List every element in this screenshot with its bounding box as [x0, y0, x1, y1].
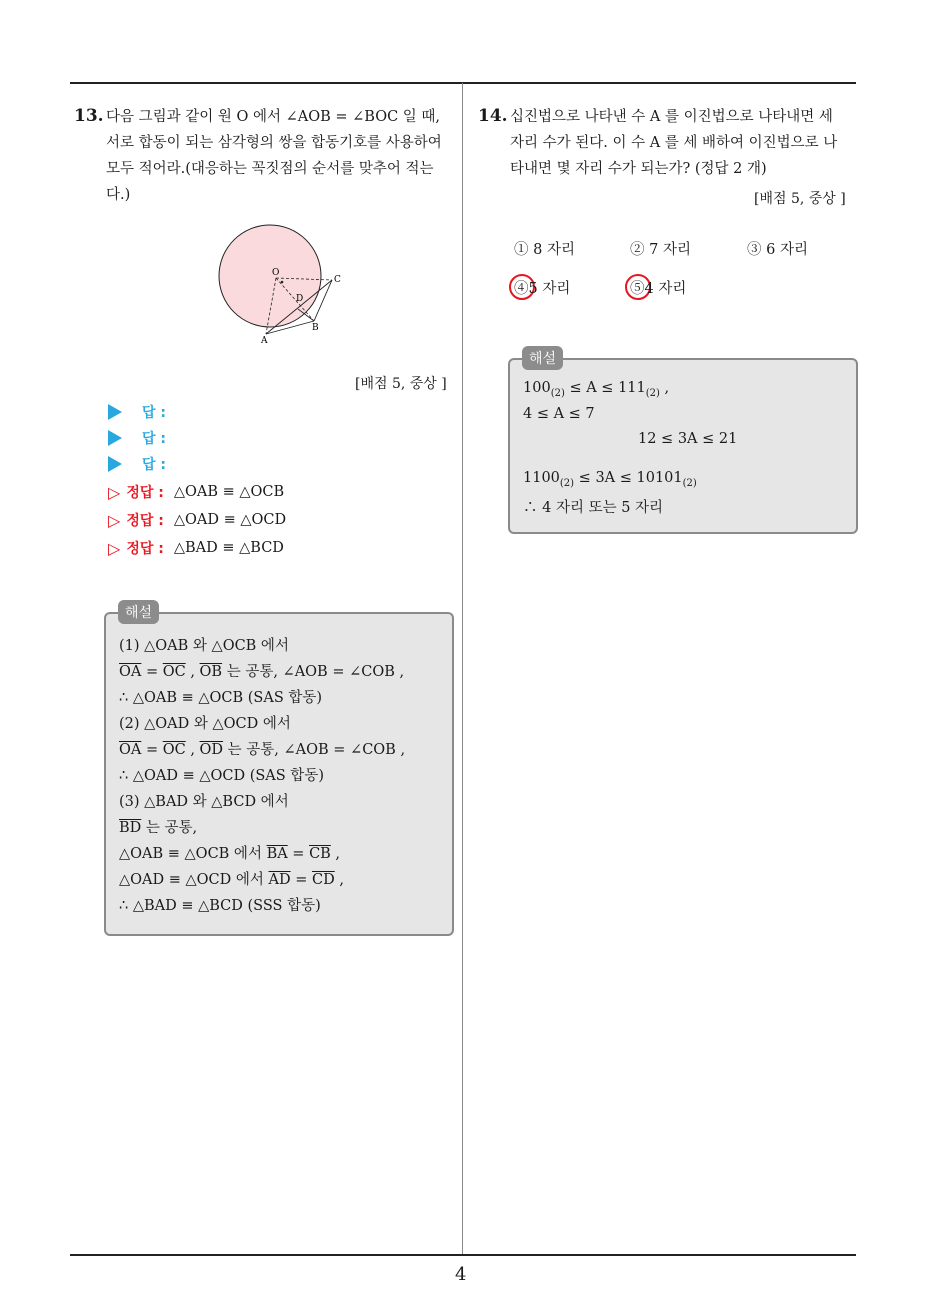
q13-sol-line-7: (3) △BAD 와 △BCD 에서 — [119, 794, 289, 810]
answer-label: 답 : — [142, 431, 166, 447]
q13-text — [106, 104, 458, 208]
correct-answer-row-2 — [108, 510, 286, 530]
q14-number: 14. — [478, 106, 508, 126]
page-number: 4 — [455, 1264, 467, 1285]
answer-row-2 — [108, 428, 166, 448]
q14-solution-box — [508, 358, 858, 534]
correct-answer-value: △OAB ≡ △OCB — [173, 484, 285, 500]
correct-answer-value: △BAD ≡ △BCD — [173, 540, 284, 556]
answer-arrow-icon — [108, 404, 122, 420]
q13-sol-line-4: (2) △OAD 와 △OCD 에서 — [119, 716, 291, 732]
answer-label: 답 : — [142, 405, 166, 421]
answer-arrow-icon — [108, 456, 122, 472]
choice-4[interactable] — [514, 277, 570, 298]
q13-sol-line-6: ∴ △OAD ≡ △OCD (SAS 합동) — [119, 768, 324, 784]
q13-number: 13. — [74, 106, 104, 126]
answer-row-3 — [108, 454, 166, 474]
choice-5-mark: ⑤ — [630, 281, 645, 297]
q13-sol-line-1: (1) △OAB 와 △OCB 에서 — [119, 638, 289, 654]
q13-sol-line-5: $\overline{OA} = \overline{OC}$ , $\overline{OD}$ 는 공통, ∠AOB = ∠COB , — [119, 742, 406, 758]
choice-3[interactable] — [747, 238, 808, 259]
q13-points: [배점 5, 중상 ] — [355, 376, 447, 392]
q13-solution-tag: 해설 — [118, 600, 159, 624]
label-C: C — [334, 275, 341, 285]
choice-4-text: 5 자리 — [528, 281, 571, 297]
correct-label: 정답 : — [126, 541, 164, 557]
choice-2-mark: ② — [630, 242, 645, 258]
q13-sol-line-9: △OAB ≡ △OCB 에서 $\overline{BA} = \overline{CB}$ , — [119, 846, 341, 862]
correct-label: 정답 : — [126, 485, 164, 501]
open-triangle-icon: ▷ — [108, 482, 121, 502]
choice-3-mark: ③ — [747, 242, 762, 258]
choice-5[interactable] — [630, 277, 686, 298]
q13-sol-line-3: ∴ △OAB ≡ △OCB (SAS 합동) — [119, 690, 323, 706]
choice-1-mark: ① — [514, 242, 529, 258]
q13-sol-line-2: $\overline{OA} = \overline{OC}$ , $\overline{OB}$ 는 공통, ∠AOB = ∠COB , — [119, 664, 405, 680]
q14-points: [배점 5, 중상 ] — [754, 191, 846, 207]
q13-line-1: 다음 그림과 같이 원 O 에서 ∠AOB = ∠BOC 일 때, — [106, 109, 441, 125]
q13-line-4: 다.) — [106, 187, 131, 203]
q14-sol-line-3: 12 ≤ 3A ≤ 21 — [638, 431, 738, 447]
choice-5-text: 4 자리 — [644, 281, 687, 297]
q14-sol-line-1: $100_{(2)} \le A \le 111_{(2)}$ , — [523, 380, 670, 399]
q14-sol-line-4: $1100_{(2)} \le 3A \le 10101_{(2)}$ — [523, 470, 697, 489]
correct-answer-value: △OAD ≡ △OCD — [173, 512, 287, 528]
label-O: O — [272, 268, 280, 278]
choice-3-text: 6 자리 — [766, 242, 808, 258]
q14-line-3: 타내면 몇 자리 수가 되는가? (정답 2 개) — [510, 161, 767, 177]
figure-circle — [219, 225, 321, 327]
answer-row-1 — [108, 402, 166, 422]
q14-line-2: 자리 수가 된다. 이 수 A 를 세 배하여 이진법으로 나 — [510, 135, 838, 151]
choice-1-text: 8 자리 — [533, 242, 575, 258]
label-D: D — [296, 294, 304, 304]
q13-solution-box — [104, 612, 454, 936]
q13-sol-line-11: ∴ △BAD ≡ △BCD (SSS 합동) — [119, 898, 321, 914]
column-divider — [462, 83, 463, 1255]
choice-2[interactable] — [630, 238, 691, 259]
q14-text — [510, 104, 856, 182]
q13-circle-figure — [210, 218, 350, 348]
q14-sol-line-5: ∴ 4 자리 또는 5 자리 — [523, 500, 664, 516]
center-dot — [281, 281, 284, 284]
bottom-rule — [70, 1254, 856, 1256]
q14-line-1: 십진법으로 나타낸 수 A 를 이진법으로 나타내면 세 — [510, 109, 833, 125]
label-B: B — [312, 323, 319, 333]
open-triangle-icon: ▷ — [108, 510, 121, 530]
correct-answer-row-3 — [108, 538, 284, 558]
q13-line-2: 서로 합동이 되는 삼각형의 쌍을 합동기호를 사용하여 — [106, 135, 442, 151]
correct-answer-row-1 — [108, 482, 284, 502]
choice-2-text: 7 자리 — [649, 242, 691, 258]
choice-1[interactable] — [514, 238, 575, 259]
q13-sol-line-8: $\overline{BD}$ 는 공통, — [119, 820, 198, 836]
top-rule — [70, 82, 856, 84]
answer-label: 답 : — [142, 457, 166, 473]
answer-arrow-icon — [108, 430, 122, 446]
q14-sol-line-2: 4 ≤ A ≤ 7 — [523, 406, 595, 422]
q14-solution-tag: 해설 — [522, 346, 563, 370]
q13-sol-line-10: △OAD ≡ △OCD 에서 $\overline{AD} = \overline{CD}$ , — [119, 872, 344, 888]
label-A: A — [261, 336, 268, 346]
q13-line-3: 모두 적어라.(대응하는 꼭짓점의 순서를 맞추어 적는 — [106, 161, 434, 177]
correct-label: 정답 : — [126, 513, 164, 529]
open-triangle-icon: ▷ — [108, 538, 121, 558]
choice-4-mark: ④ — [514, 281, 529, 297]
